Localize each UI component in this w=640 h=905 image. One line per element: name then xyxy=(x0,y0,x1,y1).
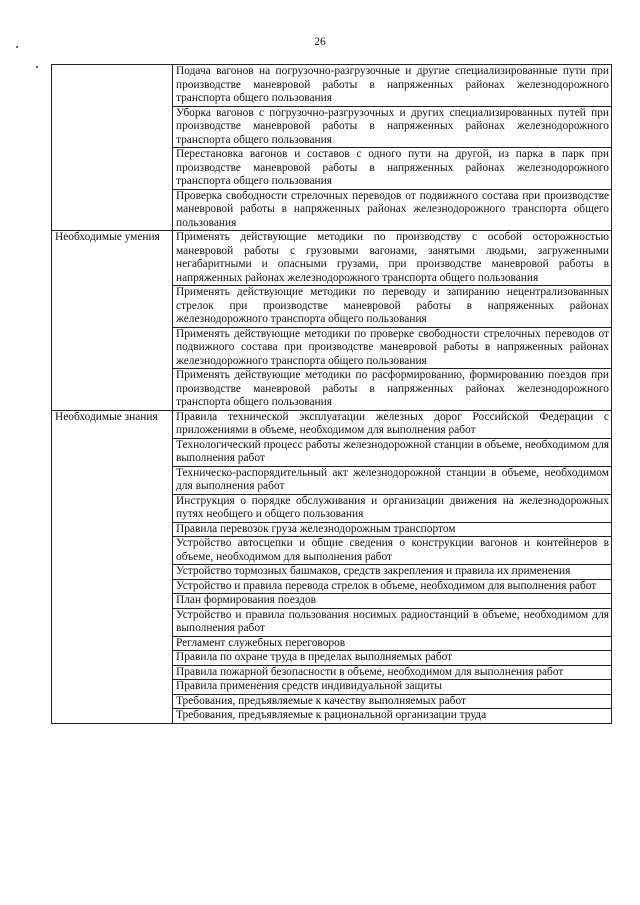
knowledge-item: Техническо-распорядительный акт железнодорожной станции в объеме, необходимом для выполнения работ xyxy=(173,466,612,494)
row-label-skills: Необходимые умения xyxy=(52,231,173,411)
row-label-empty xyxy=(52,65,173,231)
skill-item: Применять действующие методики по производству с особой осторожностью маневровой работы с грузовыми вагонами, занятыми людьми, загруженными негабаритными и опасными грузами, при производстве маневровой работы в напряженных районах железнодорожного транспорта общего пользования xyxy=(173,231,612,286)
knowledge-item: Регламент служебных переговоров xyxy=(173,636,612,651)
knowledge-item: План формирования поездов xyxy=(173,594,612,609)
knowledge-item: Устройство и правила перевода стрелок в объеме, необходимом для выполнения работ xyxy=(173,579,612,594)
knowledge-item: Правила по охране труда в пределах выполняемых работ xyxy=(173,651,612,666)
table-row xyxy=(52,65,612,107)
knowledge-item: Правила пожарной безопасности в объеме, необходимом для выполнения работ xyxy=(173,665,612,680)
row-label-knowledge: Необходимые знания xyxy=(52,410,173,723)
table-row xyxy=(52,231,612,286)
skill-item: Применять действующие методики по проверке свободности стрелочных переводов от подвижного состава при производстве маневровой работы в напряженных районах железнодорожного транспорта общего пользования xyxy=(173,327,612,369)
action-item: Уборка вагонов с погрузочно-разгрузочных и других специализированных путей при производстве маневровой работы в напряженных районах железнодорожного транспорта общего пользования xyxy=(173,106,612,148)
action-item: Перестановка вагонов и составов с одного пути на другой, из парка в парк при производстве маневровой работы в напряженных районах железнодорожного транспорта общего пользования xyxy=(173,148,612,190)
table-row xyxy=(52,410,612,438)
knowledge-item: Устройство автосцепки и общие сведения о конструкции вагонов и контейнеров в объеме, необходимом для выполнения работ xyxy=(173,537,612,565)
knowledge-item: Устройство тормозных башмаков, средств закрепления и правила их применения xyxy=(173,565,612,580)
knowledge-item: Инструкция о порядке обслуживания и организации движения на железнодорожных путях необщего и общего пользования xyxy=(173,494,612,522)
action-item: Проверка свободности стрелочных переводов от подвижного состава при производстве маневровой работы в напряженных районах железнодорожного транспорта общего пользования xyxy=(173,189,612,231)
knowledge-item: Устройство и правила пользования носимых радиостанций в объеме, необходимом для выполнения работ xyxy=(173,608,612,636)
skill-item: Применять действующие методики по переводу и запиранию нецентрализованных стрелок при производстве маневровой работы в напряженных районах железнодорожного транспорта общего пользования xyxy=(173,286,612,328)
knowledge-item: Правила технической эксплуатации железных дорог Российской Федерации с приложениями в объеме, необходимом для выполнения работ xyxy=(173,410,612,438)
skill-item: Применять действующие методики по расформированию, формированию поездов при производстве маневровой работы в напряженных районах железнодорожного транспорта общего пользования xyxy=(173,369,612,411)
knowledge-item: Правила перевозок груза железнодорожным транспортом xyxy=(173,522,612,537)
action-item: Подача вагонов на погрузочно-разгрузочные и другие специализированные пути при производстве маневровой работы в напряженных районах железнодорожного транспорта общего пользования xyxy=(173,65,612,107)
scan-mark xyxy=(16,46,18,48)
scan-mark xyxy=(36,66,38,68)
requirements-table xyxy=(51,64,612,724)
knowledge-item: Требования, предъявляемые к рациональной организации труда xyxy=(173,709,612,724)
knowledge-item: Правила применения средств индивидуальной защиты xyxy=(173,680,612,695)
page-number: 26 xyxy=(314,36,326,48)
knowledge-item: Требования, предъявляемые к качеству выполняемых работ xyxy=(173,694,612,709)
knowledge-item: Технологический процесс работы железнодорожной станции в объеме, необходимом для выполнения работ xyxy=(173,438,612,466)
